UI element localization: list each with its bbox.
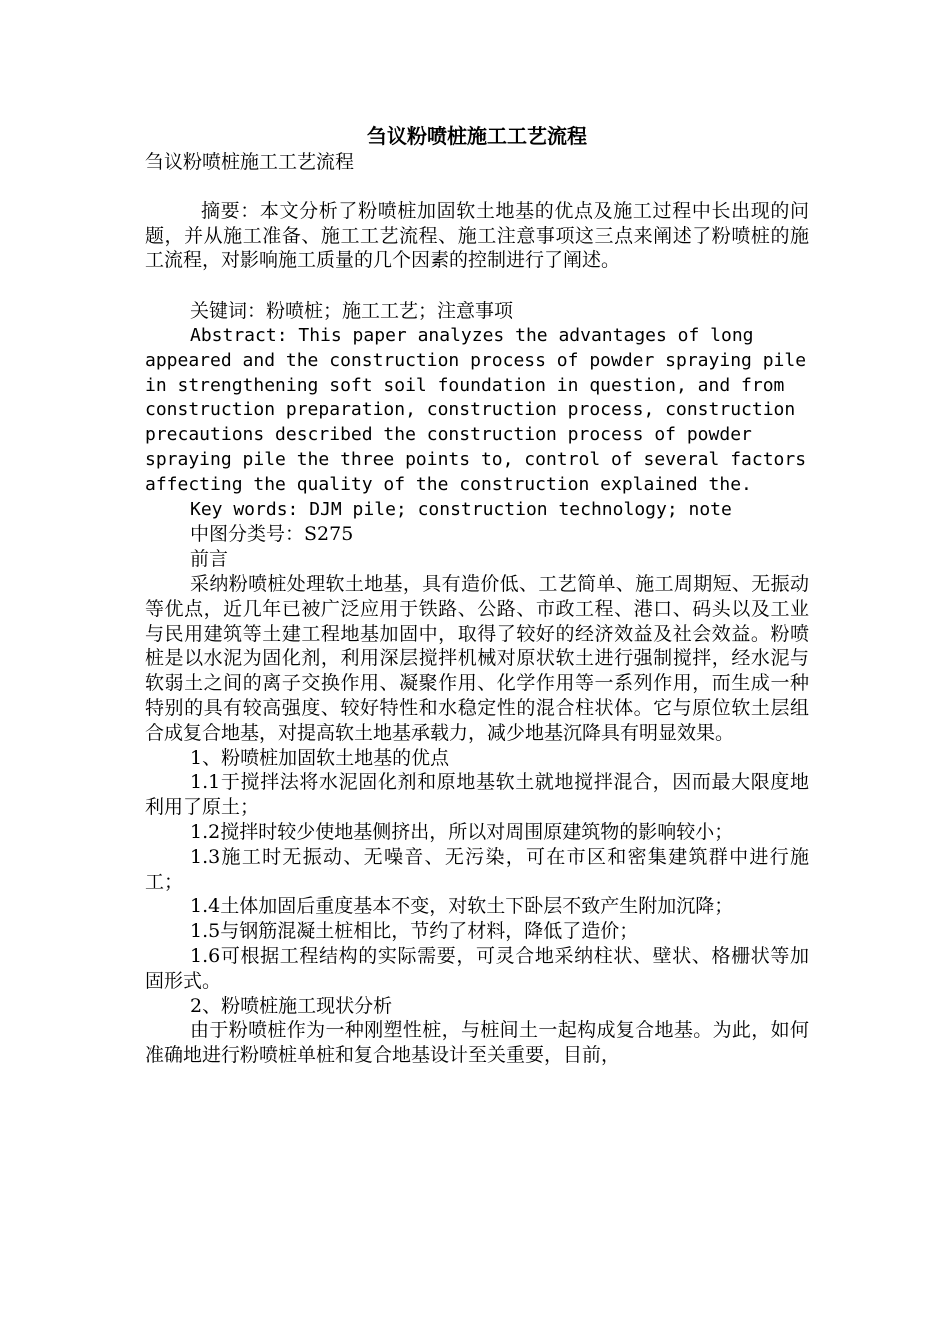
spacer (145, 273, 809, 299)
section2-heading: 2、粉喷桩施工现状分析 (190, 994, 393, 1017)
document-title: 刍议粉喷桩施工工艺流程 (367, 124, 587, 148)
list-item: 1.3施工时无振动、无噪音、无污染，可在市区和密集建筑群中进行施工； (145, 845, 809, 893)
list-item: 1.6可根据工程结构的实际需要，可灵合地采纳柱状、壁状、格栅状等加固形式。 (145, 944, 809, 992)
abstract-en: Abstract: This paper analyzes the advantages of long appeared and the construction process of powder spraying pile in strengthening soft soil foundation in question, and from construction preparation, construction process, construction precautions described the construction process of powder spraying pile the three points to, control of several factors affecting the quality of the construction explained the. (145, 324, 807, 495)
list-item: 1.5与钢筋混凝土桩相比，节约了材料，降低了造价； (190, 920, 639, 943)
spacer (145, 175, 809, 199)
list-item: 1.4土体加固后重度基本不变，对软土下卧层不致产生附加沉降； (190, 895, 734, 918)
document-page (145, 122, 809, 1068)
classification-number: 中图分类号：S275 (190, 523, 354, 546)
abstract-cn: 摘要：本文分析了粉喷桩加固软土地基的优点及施工过程中长出现的问题，并从施工准备、施工工艺流程、施工注意事项这三点来阐述了粉喷桩的施工流程，对影响施工质量的几个因素的控制进行了阐述。 (145, 199, 809, 272)
document-subtitle: 刍议粉喷桩施工工艺流程 (145, 151, 355, 173)
keywords-en: Key words: DJM pile; construction technology; note (190, 498, 732, 520)
preface-heading: 前言 (190, 548, 229, 571)
list-item: 1.1于搅拌法将水泥固化剂和原地基软土就地搅拌混合，因而最大限度地利用了原土； (145, 771, 809, 819)
keywords-cn: 关键词：粉喷桩；施工工艺；注意事项 (190, 300, 514, 323)
list-item: 1.2搅拌时较少使地基侧挤出，所以对周围原建筑物的影响较小； (190, 820, 734, 843)
section2-text: 由于粉喷桩作为一种刚塑性桩，与桩间土一起构成复合地基。为此，如何准确地进行粉喷桩单桩和复合地基设计至关重要，目前， (145, 1019, 809, 1067)
section1-heading: 1、粉喷桩加固软土地基的优点 (190, 746, 450, 769)
preface-text: 采纳粉喷桩处理软土地基，具有造价低、工艺简单、施工周期短、无振动等优点，近几年已被广泛应用于铁路、公路、市政工程、港口、码头以及工业与民用建筑等土建工程地基加固中，取得了较好的经济效益及社会效益。粉喷桩是以水泥为固化剂，利用深层搅拌机械对原状软土进行强制搅拌，经水泥与软弱土之间的离子交换作用、凝聚作用、化学作用等一系列作用，而生成一种特别的具有较高强度、较好特性和水稳定性的混合柱状体。它与原位软土层组合成复合地基，对提高软土地基承载力，减少地基沉降具有明显效果。 (145, 572, 809, 744)
